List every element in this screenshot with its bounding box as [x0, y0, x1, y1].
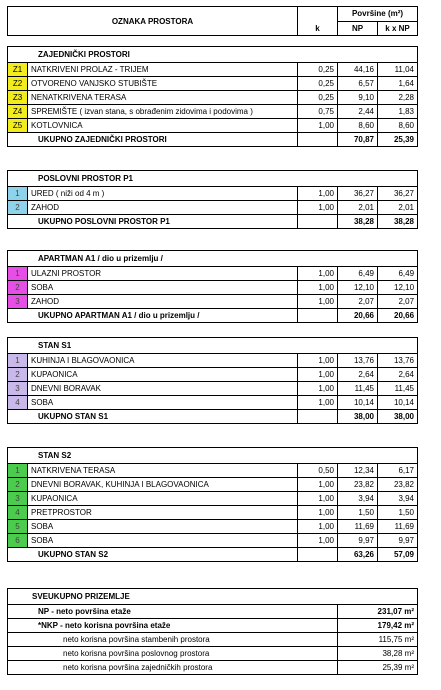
room-k: 1,00: [298, 281, 338, 295]
table-row: [8, 91, 418, 105]
room-k: 1,00: [298, 295, 338, 309]
summary-table: [7, 588, 418, 675]
section-title: POSLOVNI PROSTOR P1: [8, 171, 418, 187]
room-knp: 3,94: [378, 492, 418, 506]
room-name: ZAHOD: [28, 295, 298, 309]
room-knp: 2,01: [378, 201, 418, 215]
room-name: KUPAONICA: [28, 492, 298, 506]
room-name: PRETPROSTOR: [28, 506, 298, 520]
table-row: [8, 382, 418, 396]
room-name: NATKRIVENI PROLAZ - TRIJEM: [28, 63, 298, 77]
room-name: SOBA: [28, 396, 298, 410]
section-title: ZAJEDNIČKI PROSTORI: [8, 47, 418, 63]
room-k: 0,50: [298, 464, 338, 478]
room-k: 1,00: [298, 382, 338, 396]
room-code: 2: [8, 201, 28, 215]
room-code: 6: [8, 534, 28, 548]
summary-row: [8, 619, 418, 633]
header-kxnp: k x NP: [378, 21, 418, 36]
table-row: [8, 478, 418, 492]
section-total-k: [298, 215, 338, 229]
section-total-label: UKUPNO STAN S2: [8, 548, 298, 562]
summary-value: 25,39 m²: [338, 661, 418, 675]
room-k: 0,75: [298, 105, 338, 119]
table-row: [8, 119, 418, 133]
section-total-k: [298, 133, 338, 147]
section-total-np: 38,28: [338, 215, 378, 229]
room-k: 1,00: [298, 520, 338, 534]
room-name: KOTLOVNICA: [28, 119, 298, 133]
room-k: 1,00: [298, 506, 338, 520]
room-k: 0,25: [298, 63, 338, 77]
summary-row: [8, 661, 418, 675]
room-name: DNEVNI BORAVAK, KUHINJA I BLAGOVAONICA: [28, 478, 298, 492]
room-k: 1,00: [298, 396, 338, 410]
header-povrsine: Površine (m²): [338, 7, 418, 22]
room-code: 2: [8, 478, 28, 492]
room-knp: 12,10: [378, 281, 418, 295]
room-knp: 2,28: [378, 91, 418, 105]
section-table: [7, 250, 418, 323]
room-k: 1,00: [298, 119, 338, 133]
room-k: 1,00: [298, 368, 338, 382]
room-np: 8,60: [338, 119, 378, 133]
room-k: 1,00: [298, 478, 338, 492]
section-title: STAN S2: [8, 448, 418, 464]
room-knp: 2,64: [378, 368, 418, 382]
room-name: DNEVNI BORAVAK: [28, 382, 298, 396]
summary-row: [8, 633, 418, 647]
table-row: [8, 396, 418, 410]
section-total-np: 20,66: [338, 309, 378, 323]
room-name: SOBA: [28, 534, 298, 548]
summary-row: [8, 647, 418, 661]
section-table: [7, 447, 418, 562]
room-code: Z5: [8, 119, 28, 133]
section-total-knp: 25,39: [378, 133, 418, 147]
room-np: 9,10: [338, 91, 378, 105]
room-np: 36,27: [338, 187, 378, 201]
room-code: Z3: [8, 91, 28, 105]
room-np: 10,14: [338, 396, 378, 410]
room-np: 11,69: [338, 520, 378, 534]
section-total-k: [298, 410, 338, 424]
room-code: 2: [8, 281, 28, 295]
table-row: [8, 267, 418, 281]
room-knp: 11,45: [378, 382, 418, 396]
room-knp: 6,17: [378, 464, 418, 478]
summary-row: [8, 605, 418, 619]
room-name: SPREMIŠTE ( izvan stana, s obrađenim zidovima i podovima ): [28, 105, 298, 119]
room-knp: 1,64: [378, 77, 418, 91]
room-code: 3: [8, 382, 28, 396]
room-k: 1,00: [298, 187, 338, 201]
room-knp: 2,07: [378, 295, 418, 309]
room-name: SOBA: [28, 281, 298, 295]
room-k: 0,25: [298, 77, 338, 91]
room-np: 2,44: [338, 105, 378, 119]
summary-value: 179,42 m²: [338, 619, 418, 633]
room-code: Z4: [8, 105, 28, 119]
section-total-np: 38,00: [338, 410, 378, 424]
room-knp: 36,27: [378, 187, 418, 201]
summary-label: NP - neto površina etaže: [8, 605, 338, 619]
room-np: 23,82: [338, 478, 378, 492]
room-code: 3: [8, 295, 28, 309]
table-row: [8, 506, 418, 520]
room-code: Z1: [8, 63, 28, 77]
room-knp: 13,76: [378, 354, 418, 368]
room-k: 1,00: [298, 534, 338, 548]
room-name: URED ( niži od 4 m ): [28, 187, 298, 201]
room-np: 9,97: [338, 534, 378, 548]
section-total-knp: 20,66: [378, 309, 418, 323]
room-np: 12,10: [338, 281, 378, 295]
header-oznaka: OZNAKA PROSTORA: [8, 7, 298, 36]
room-np: 2,01: [338, 201, 378, 215]
summary-label: *NKP - neto korisna površina etaže: [8, 619, 338, 633]
room-code: 3: [8, 492, 28, 506]
room-np: 13,76: [338, 354, 378, 368]
summary-value: 231,07 m²: [338, 605, 418, 619]
summary-label: neto korisna površina zajedničkih prostora: [8, 661, 338, 675]
room-code: 1: [8, 464, 28, 478]
room-code: 5: [8, 520, 28, 534]
room-np: 2,64: [338, 368, 378, 382]
header-np: NP: [338, 21, 378, 36]
room-knp: 11,04: [378, 63, 418, 77]
room-k: 1,00: [298, 267, 338, 281]
summary-title: SVEUKUPNO PRIZEMLJE: [8, 589, 418, 605]
header-k: k: [298, 7, 338, 36]
summary-value: 38,28 m²: [338, 647, 418, 661]
section-total-label: UKUPNO APARTMAN A1 / dio u prizemlju /: [8, 309, 298, 323]
table-row: [8, 492, 418, 506]
table-row: [8, 354, 418, 368]
table-row: [8, 281, 418, 295]
room-name: NATKRIVENA TERASA: [28, 464, 298, 478]
section-title: APARTMAN A1 / dio u prizemlju /: [8, 251, 418, 267]
section-total-knp: 57,09: [378, 548, 418, 562]
room-name: NENATKRIVENA TERASA: [28, 91, 298, 105]
room-knp: 11,69: [378, 520, 418, 534]
room-name: KUPAONICA: [28, 368, 298, 382]
room-code: 2: [8, 368, 28, 382]
room-knp: 6,49: [378, 267, 418, 281]
section-total-np: 70,87: [338, 133, 378, 147]
section-total-label: UKUPNO ZAJEDNIČKI PROSTORI: [8, 133, 298, 147]
summary-value: 115,75 m²: [338, 633, 418, 647]
room-code: 4: [8, 396, 28, 410]
section-title: STAN S1: [8, 338, 418, 354]
section-total-k: [298, 309, 338, 323]
room-code: 1: [8, 267, 28, 281]
room-k: 1,00: [298, 492, 338, 506]
table-row: [8, 534, 418, 548]
section-total-k: [298, 548, 338, 562]
room-np: 11,45: [338, 382, 378, 396]
room-k: 0,25: [298, 91, 338, 105]
section-table: [7, 337, 418, 424]
section-total-np: 63,26: [338, 548, 378, 562]
room-np: 1,50: [338, 506, 378, 520]
room-np: 6,49: [338, 267, 378, 281]
room-np: 12,34: [338, 464, 378, 478]
room-name: KUHINJA I BLAGOVAONICA: [28, 354, 298, 368]
table-row: [8, 368, 418, 382]
section-table: [7, 46, 418, 147]
section-table: [7, 170, 418, 229]
room-code: 1: [8, 354, 28, 368]
table-row: [8, 464, 418, 478]
section-total-label: UKUPNO STAN S1: [8, 410, 298, 424]
room-np: 2,07: [338, 295, 378, 309]
room-knp: 1,83: [378, 105, 418, 119]
room-np: 3,94: [338, 492, 378, 506]
table-row: [8, 520, 418, 534]
room-code: Z2: [8, 77, 28, 91]
room-knp: 23,82: [378, 478, 418, 492]
room-name: ZAHOD: [28, 201, 298, 215]
room-np: 44,16: [338, 63, 378, 77]
room-knp: 10,14: [378, 396, 418, 410]
room-code: 1: [8, 187, 28, 201]
table-row: [8, 77, 418, 91]
section-total-label: UKUPNO POSLOVNI PROSTOR P1: [8, 215, 298, 229]
room-name: SOBA: [28, 520, 298, 534]
room-k: 1,00: [298, 201, 338, 215]
section-total-knp: 38,00: [378, 410, 418, 424]
table-row: [8, 201, 418, 215]
room-knp: 8,60: [378, 119, 418, 133]
room-np: 6,57: [338, 77, 378, 91]
table-row: [8, 187, 418, 201]
summary-label: neto korisna površina poslovnog prostora: [8, 647, 338, 661]
room-knp: 9,97: [378, 534, 418, 548]
summary-label: neto korisna površina stambenih prostora: [8, 633, 338, 647]
room-k: 1,00: [298, 354, 338, 368]
room-name: OTVORENO VANJSKO STUBIŠTE: [28, 77, 298, 91]
room-knp: 1,50: [378, 506, 418, 520]
room-code: 4: [8, 506, 28, 520]
header-table: [7, 6, 418, 36]
table-row: [8, 105, 418, 119]
section-total-knp: 38,28: [378, 215, 418, 229]
table-row: [8, 63, 418, 77]
room-name: ULAZNI PROSTOR: [28, 267, 298, 281]
table-row: [8, 295, 418, 309]
